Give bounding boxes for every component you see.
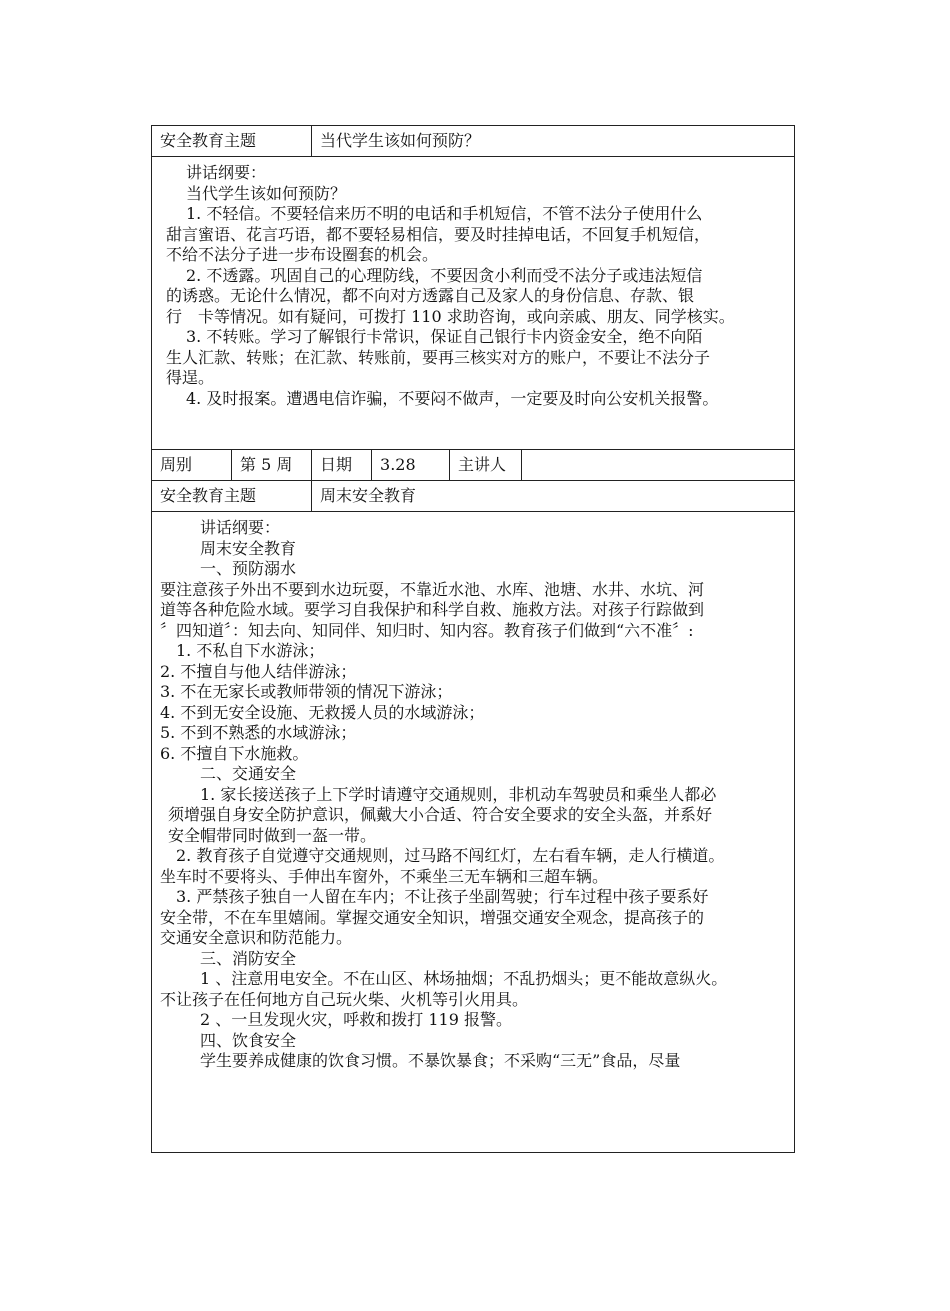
outline-line: 二、交通安全 (200, 764, 297, 783)
week-label: 周别 (152, 450, 232, 481)
safety-education-table (151, 125, 795, 1153)
topic-row-1 (152, 126, 795, 157)
topic-label-2: 安全教育主题 (152, 481, 312, 512)
date-label: 日期 (312, 450, 372, 481)
outline-line: 周末安全教育 (200, 538, 297, 558)
content-cell-1 (152, 157, 795, 450)
date-value: 3.28 (372, 450, 450, 481)
outline-line: 2. 教育孩子自觉遵守交通规则，过马路不闯红灯，左右看车辆，走人行横道。 (176, 846, 725, 865)
speaker-label: 主讲人 (450, 450, 522, 481)
content-row-2 (152, 512, 795, 1153)
speech-outline-1 (152, 157, 794, 409)
outline-line: 1. 家长接送孩子上下学时请遵守交通规则，非机动车驾驶员和乘坐人都必 (200, 784, 717, 804)
outline-line: 3. 严禁孩子独自一人留在车内；不让孩子坐副驾驶；行车过程中孩子要系好 (176, 887, 709, 906)
outline-line: 安全带，不在车里嬉闹。掌握交通安全知识，增强交通安全观念，提高孩子的 (160, 907, 705, 927)
outline-line: 4. 及时报案。遭遇电信诈骗，不要闷不做声，一定要及时向公安机关报警。 (186, 388, 719, 408)
outline-line: 4. 不到无安全设施、无救援人员的水域游泳； (160, 702, 485, 722)
outline-line: 须增强自身安全防护意识，佩戴大小合适、符合安全要求的安全头盔，并系好 (168, 805, 713, 824)
outline-line: 〞四知道〞：知去向、知同伴、知归时、知内容。教育孩子们做到“六不准〞: (160, 620, 694, 640)
outline-line: 不让孩子在任何地方自己玩火柴、火机等引火用具。 (160, 989, 529, 1009)
outline-line: 讲话纲要： (200, 518, 281, 537)
outline-line: 四、饮食安全 (200, 1030, 297, 1050)
outline-line: 2 、一旦发现火灾，呼救和拨打 119 报警。 (200, 1010, 512, 1029)
outline-line: 讲话纲要： (186, 163, 267, 182)
outline-line: 坐车时不要将头、手伸出车窗外，不乘坐三无车辆和三超车辆。 (160, 866, 609, 886)
content-row-1 (152, 157, 795, 450)
outline-line: 2. 不透露。巩固自己的心理防线，不要因贪小利而受不法分子或违法短信 (186, 265, 703, 285)
info-row (152, 450, 795, 481)
outline-line: 三、消防安全 (200, 948, 297, 968)
topic-row-2 (152, 481, 795, 512)
outline-line: 得逞。 (166, 368, 215, 387)
outline-line: 行 卡等情况。如有疑问，可拨打 110 求助咨询，或向亲戚、朋友、同学核实。 (166, 306, 735, 326)
outline-line: 2. 不擅自与他人结伴游泳； (160, 661, 357, 681)
outline-line: 不给不法分子进一步布设圈套的机会。 (166, 245, 439, 264)
outline-line: 甜言蜜语、花言巧语，都不要轻易相信，要及时挂掉电话，不回复手机短信， (166, 224, 711, 244)
outline-line: 交通安全意识和防范能力。 (160, 928, 353, 947)
topic-value-2: 周末安全教育 (312, 481, 795, 512)
speaker-value (522, 450, 795, 481)
speech-outline-2 (152, 512, 794, 1072)
outline-line: 的诱惑。无论什么情况，都不向对方透露自己及家人的身份信息、存款、银 (166, 286, 695, 305)
outline-line: 3. 不在无家长或教师带领的情况下游泳； (160, 682, 453, 701)
outline-line: 当代学生该如何预防？ (186, 183, 347, 203)
outline-line: 要注意孩子外出不要到水边玩耍，不靠近水池、水库、池塘、水井、水坑、河 (160, 579, 705, 599)
document-page (151, 125, 794, 1153)
outline-line: 学生要养成健康的饮食习惯。不暴饮暴食；不采购“三无”食品，尽量 (200, 1051, 681, 1070)
outline-line: 5. 不到不熟悉的水域游泳； (160, 723, 357, 742)
outline-line: 1. 不轻信。不要轻信来历不明的电话和手机短信，不管不法分子使用什么 (186, 204, 703, 223)
outline-line: 安全帽带同时做到一盔一带。 (168, 825, 377, 845)
outline-line: 1. 不私自下水游泳； (176, 641, 325, 660)
outline-line: 6. 不擅自下水施救。 (160, 743, 309, 763)
outline-line: 生人汇款、转账；在汇款、转账前，要再三核实对方的账户，不要让不法分子 (166, 347, 711, 367)
week-value: 第 5 周 (232, 450, 312, 481)
outline-line: 1 、注意用电安全。不在山区、林场抽烟；不乱扔烟头；更不能故意纵火。 (200, 969, 728, 988)
topic-value-1: 当代学生该如何预防？ (312, 126, 795, 157)
topic-label-1: 安全教育主题 (152, 126, 312, 157)
outline-line: 道等各种危险水域。要学习自我保护和科学自救、施救方法。对孩子行踪做到 (160, 600, 705, 619)
outline-line: 3. 不转账。学习了解银行卡常识，保证自己银行卡内资金安全，绝不向陌 (186, 327, 703, 346)
content-cell-2 (152, 512, 795, 1153)
outline-line: 一、预防溺水 (200, 559, 297, 578)
